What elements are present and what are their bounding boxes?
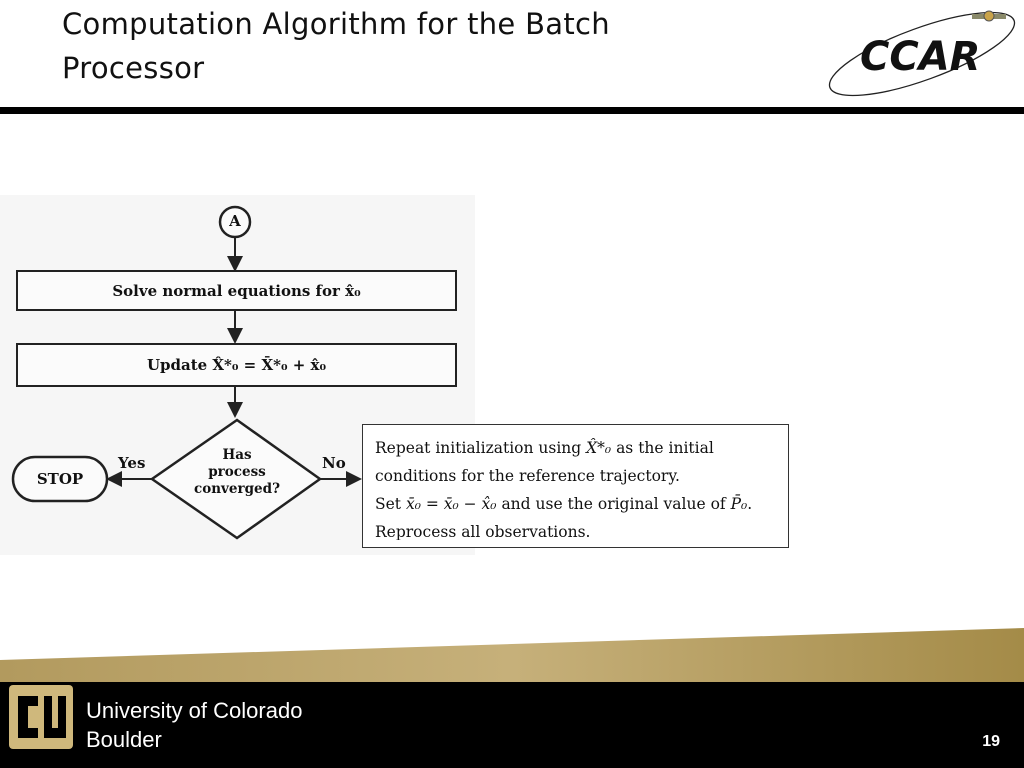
slide-title xyxy=(62,2,782,90)
title-rule xyxy=(0,107,1024,114)
note-line2: conditions for the reference trajectory. xyxy=(375,467,680,485)
note-line1: Repeat initialization using X̂*₀ as the initial xyxy=(375,439,714,457)
slide-title-line2: Processor xyxy=(62,51,205,85)
stop-label: STOP xyxy=(36,470,84,488)
reinitialize-note xyxy=(362,424,789,548)
yes-label: Yes xyxy=(118,454,146,472)
solve-step: Solve normal equations for x̂₀ xyxy=(16,270,457,311)
ccar-logo-text: CCAR xyxy=(860,34,981,80)
decision-line1: Has xyxy=(222,447,252,463)
university-name xyxy=(86,696,302,754)
decision-line2: process xyxy=(208,464,266,480)
connector-label: A xyxy=(229,212,241,230)
cu-logo xyxy=(8,684,74,750)
page-number: 19 xyxy=(982,733,1000,750)
note-line3: Set x̄₀ = x̄₀ − x̂₀ and use the original value of P̄₀. xyxy=(375,495,753,513)
update-step: Update X̂*₀ = X̄*₀ + x̂₀ xyxy=(16,343,457,387)
decision-line3: converged? xyxy=(194,481,280,497)
ccar-logo xyxy=(822,2,1022,102)
no-label: No xyxy=(322,454,346,472)
university-line2: Boulder xyxy=(86,727,162,752)
university-line1: University of Colorado xyxy=(86,698,303,723)
note-line4: Reprocess all observations. xyxy=(375,523,591,540)
slide-title-line1: Computation Algorithm for the Batch xyxy=(62,7,610,41)
decision-text xyxy=(182,447,292,498)
